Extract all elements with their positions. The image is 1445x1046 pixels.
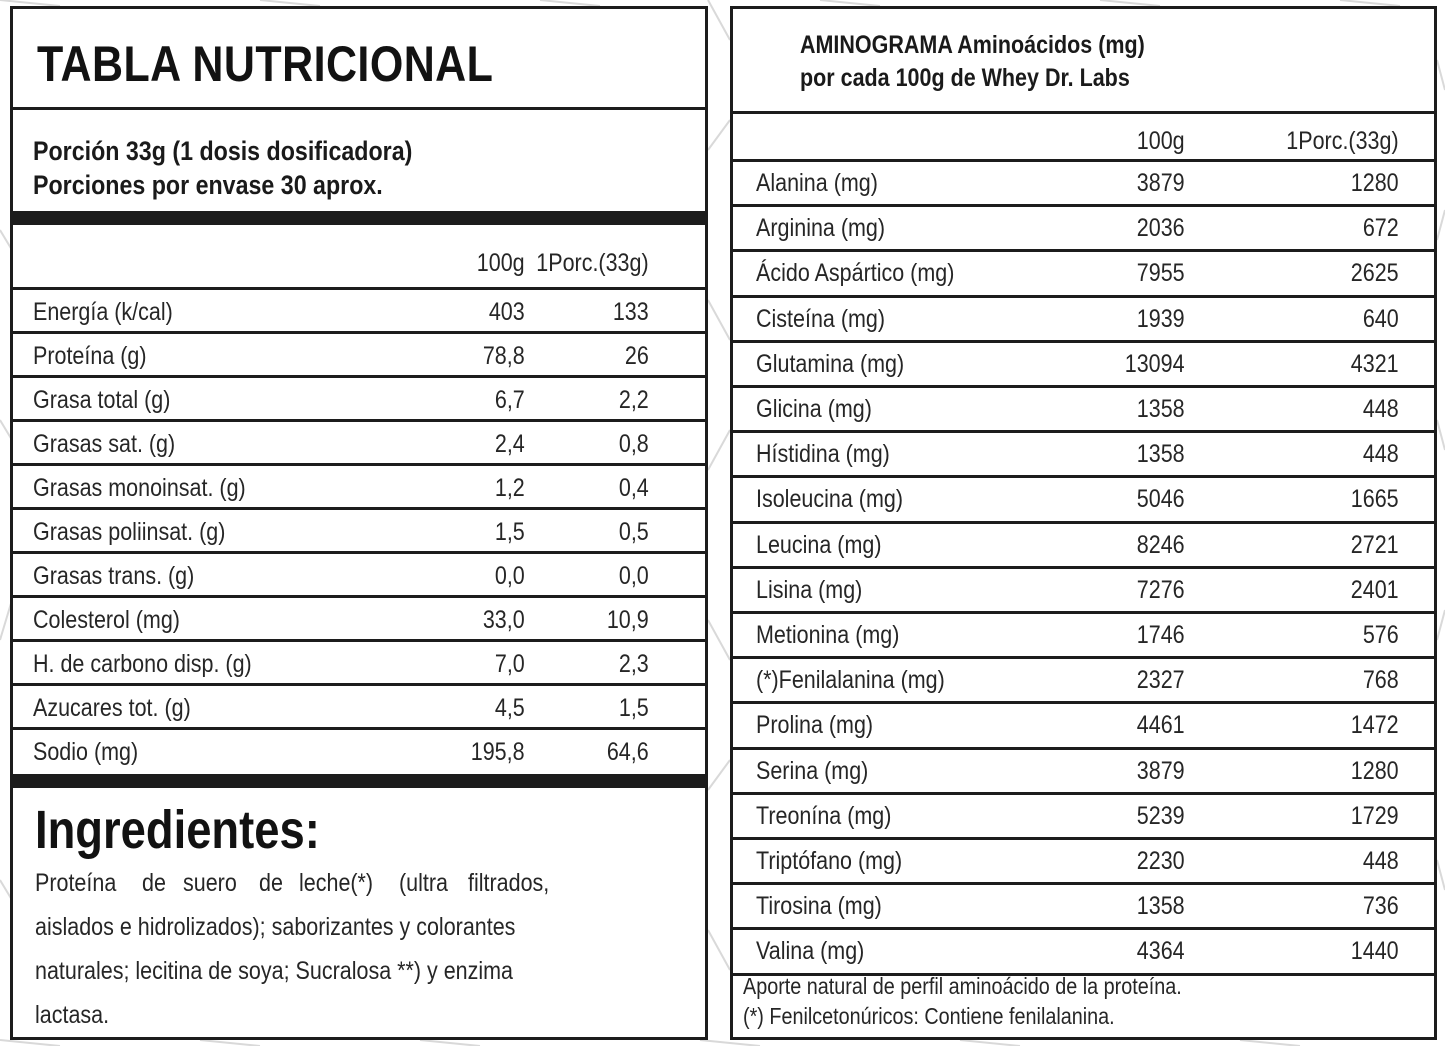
amino-row xyxy=(733,162,1434,207)
amino-value-100g: 1358 xyxy=(1137,892,1185,920)
amino-value-100g: 5239 xyxy=(1137,802,1185,830)
nutrition-row xyxy=(13,290,705,334)
amino-value-portion: 448 xyxy=(1363,395,1399,423)
ingredients-word: Proteína xyxy=(35,869,117,897)
amino-row xyxy=(733,614,1434,659)
amino-row xyxy=(733,252,1434,297)
nutrient-label: Proteína (g) xyxy=(33,342,147,370)
amino-value-portion: 736 xyxy=(1363,892,1399,920)
ingredients-word: filtrados, xyxy=(468,869,550,897)
amino-value-100g: 7955 xyxy=(1137,259,1185,287)
amino-row xyxy=(733,569,1434,614)
aminogram-footnotes xyxy=(743,971,1253,1031)
amino-label: Cisteína (mg) xyxy=(756,305,886,333)
nutrient-value-100g: 7,0 xyxy=(495,650,525,678)
amino-label: Arginina (mg) xyxy=(756,214,886,242)
amino-value-portion: 448 xyxy=(1363,847,1399,875)
nutrient-label: Energía (k/cal) xyxy=(33,298,173,326)
amino-value-portion: 448 xyxy=(1363,440,1399,468)
nutrient-value-100g: 78,8 xyxy=(483,342,525,370)
amino-row xyxy=(733,704,1434,749)
nutrient-value-portion: 2,3 xyxy=(619,650,649,678)
amino-row xyxy=(733,750,1434,795)
nutrition-row xyxy=(13,422,705,466)
amino-label: Ácido Aspártico (mg) xyxy=(756,259,955,287)
amino-value-portion: 1280 xyxy=(1351,169,1399,197)
amino-row xyxy=(733,659,1434,704)
nutrition-row xyxy=(13,334,705,378)
nutrition-title: TABLA NUTRICIONAL xyxy=(37,36,494,92)
amino-value-100g: 1358 xyxy=(1137,395,1185,423)
nutrient-label: Sodio (mg) xyxy=(33,738,139,766)
amino-row xyxy=(733,433,1434,478)
amino-row xyxy=(733,930,1434,975)
nutrient-value-100g: 33,0 xyxy=(483,606,525,634)
portion-info xyxy=(33,134,474,202)
nutrition-row xyxy=(13,466,705,510)
ingredients-word: (ultra xyxy=(398,869,448,897)
nutrition-column-headers xyxy=(13,225,705,287)
footnote-1: Aporte natural de perfil aminoácido de la proteína. xyxy=(743,973,1182,999)
ingredients-line-4: lactasa. xyxy=(35,1001,110,1029)
amino-value-portion: 2625 xyxy=(1351,259,1399,287)
nutrient-label: Grasas sat. (g) xyxy=(33,430,176,458)
nutrient-value-portion: 0,5 xyxy=(619,518,649,546)
aminogram-title-line-1: AMINOGRAMA Aminoácidos (mg) xyxy=(800,31,1145,59)
amino-label: Alanina (mg) xyxy=(756,169,878,197)
amino-label: Hístidina (mg) xyxy=(756,440,890,468)
amino-row xyxy=(733,478,1434,523)
amino-value-100g: 2327 xyxy=(1137,666,1185,694)
amino-value-100g: 8246 xyxy=(1137,531,1185,559)
amino-value-portion: 1280 xyxy=(1351,757,1399,785)
nutrient-label: Grasas monoinsat. (g) xyxy=(33,474,246,502)
nutrient-value-100g: 2,4 xyxy=(495,430,525,458)
amino-value-100g: 7276 xyxy=(1137,576,1185,604)
nutrient-label: H. de carbono disp. (g) xyxy=(33,650,252,678)
amino-row xyxy=(733,885,1434,930)
ingredients-title: Ingredientes: xyxy=(35,800,320,860)
amino-value-100g: 2036 xyxy=(1137,214,1185,242)
nutrient-value-portion: 64,6 xyxy=(607,738,649,766)
nutrient-value-100g: 1,5 xyxy=(495,518,525,546)
amino-value-portion: 2401 xyxy=(1351,576,1399,604)
amino-label: Prolina (mg) xyxy=(756,711,874,739)
amino-value-portion: 768 xyxy=(1363,666,1399,694)
nutrient-label: Grasa total (g) xyxy=(33,386,171,414)
nutrient-label: Grasas poliinsat. (g) xyxy=(33,518,226,546)
ingredients-text xyxy=(35,861,575,1037)
amino-value-portion: 576 xyxy=(1363,621,1399,649)
nutrition-row xyxy=(13,686,705,730)
amino-value-100g: 2230 xyxy=(1137,847,1185,875)
amino-value-100g: 3879 xyxy=(1137,169,1185,197)
nutrient-label: Azucares tot. (g) xyxy=(33,694,191,722)
amino-label: Tirosina (mg) xyxy=(756,892,882,920)
ingredients-word: suero xyxy=(183,869,237,897)
amino-value-100g: 4364 xyxy=(1137,937,1185,965)
amino-row xyxy=(733,298,1434,343)
amino-value-portion: 2721 xyxy=(1351,531,1399,559)
amino-row xyxy=(733,524,1434,569)
amino-label: Glutamina (mg) xyxy=(756,350,905,378)
amino-label: (*)Fenilalanina (mg) xyxy=(756,666,945,694)
nutrition-row xyxy=(13,510,705,554)
amino-label: Treonína (mg) xyxy=(756,802,892,830)
amino-value-portion: 4321 xyxy=(1351,350,1399,378)
nutrient-value-100g: 0,0 xyxy=(495,562,525,590)
amino-value-100g: 3879 xyxy=(1137,757,1185,785)
amino-value-100g: 5046 xyxy=(1137,485,1185,513)
aminogram-title-box xyxy=(733,9,1434,114)
nutrient-value-portion: 0,4 xyxy=(619,474,649,502)
amino-row xyxy=(733,207,1434,252)
amino-label: Triptófano (mg) xyxy=(756,847,903,875)
col-header-portion: 1Porc.(33g) xyxy=(536,249,649,277)
portions-per-container: Porciones por envase 30 aprox. xyxy=(33,170,383,200)
aminogram-title-line-2: por cada 100g de Whey Dr. Labs xyxy=(800,64,1130,92)
nutrient-label: Grasas trans. (g) xyxy=(33,562,195,590)
col-header-100g: 100g xyxy=(1137,127,1185,155)
nutrient-label: Colesterol (mg) xyxy=(33,606,180,634)
amino-label: Glicina (mg) xyxy=(756,395,872,423)
portion-size: Porción 33g (1 dosis dosificadora) xyxy=(33,136,413,166)
thick-divider xyxy=(13,211,705,225)
ingredients-line-2: aislados e hidrolizados); saborizantes y colorantes xyxy=(35,913,516,941)
amino-value-portion: 1665 xyxy=(1351,485,1399,513)
amino-value-100g: 4461 xyxy=(1137,711,1185,739)
nutrient-value-portion: 10,9 xyxy=(607,606,649,634)
amino-value-portion: 640 xyxy=(1363,305,1399,333)
nutrient-value-100g: 4,5 xyxy=(495,694,525,722)
amino-label: Isoleucina (mg) xyxy=(756,485,903,513)
col-header-100g: 100g xyxy=(477,249,525,277)
amino-value-100g: 1939 xyxy=(1137,305,1185,333)
amino-value-portion: 1440 xyxy=(1351,937,1399,965)
nutrition-row xyxy=(13,642,705,686)
amino-value-100g: 1746 xyxy=(1137,621,1185,649)
nutrient-value-portion: 0,8 xyxy=(619,430,649,458)
footnote-2: (*) Fenilcetonúricos: Contiene fenilalanina. xyxy=(743,1003,1115,1029)
amino-label: Valina (mg) xyxy=(756,937,865,965)
amino-row xyxy=(733,388,1434,433)
nutrient-value-portion: 1,5 xyxy=(619,694,649,722)
amino-label: Serina (mg) xyxy=(756,757,869,785)
ingredients-word: leche(*) xyxy=(299,869,374,897)
amino-label: Lisina (mg) xyxy=(756,576,863,604)
amino-row xyxy=(733,840,1434,885)
nutrient-value-portion: 133 xyxy=(613,298,649,326)
ingredients-line-1 xyxy=(35,861,563,905)
ingredients-word: de xyxy=(258,869,283,897)
amino-value-100g: 1358 xyxy=(1137,440,1185,468)
ingredients-word: de xyxy=(142,869,167,897)
nutrition-row xyxy=(13,598,705,642)
aminogram-column-headers xyxy=(733,117,1434,162)
nutrition-row xyxy=(13,554,705,598)
amino-value-100g: 13094 xyxy=(1125,350,1185,378)
amino-value-portion: 1729 xyxy=(1351,802,1399,830)
nutrition-title-box xyxy=(13,9,705,110)
amino-row xyxy=(733,795,1434,840)
amino-value-portion: 1472 xyxy=(1351,711,1399,739)
nutrition-panel xyxy=(10,6,708,1040)
amino-value-portion: 672 xyxy=(1363,214,1399,242)
amino-label: Leucina (mg) xyxy=(756,531,882,559)
nutrient-value-portion: 26 xyxy=(625,342,649,370)
nutrient-value-100g: 1,2 xyxy=(495,474,525,502)
thick-divider xyxy=(13,774,705,788)
nutrient-value-portion: 0,0 xyxy=(619,562,649,590)
nutrition-row xyxy=(13,730,705,774)
amino-label: Metionina (mg) xyxy=(756,621,900,649)
ingredients-line-3: naturales; lecitina de soya; Sucralosa **) y enzima xyxy=(35,957,514,985)
nutrient-value-100g: 6,7 xyxy=(495,386,525,414)
nutrient-value-100g: 195,8 xyxy=(471,738,525,766)
amino-row xyxy=(733,343,1434,388)
nutrient-value-100g: 403 xyxy=(489,298,525,326)
nutrient-value-portion: 2,2 xyxy=(619,386,649,414)
aminogram-panel xyxy=(730,6,1437,1040)
nutrition-row xyxy=(13,378,705,422)
col-header-portion: 1Porc.(33g) xyxy=(1286,127,1399,155)
